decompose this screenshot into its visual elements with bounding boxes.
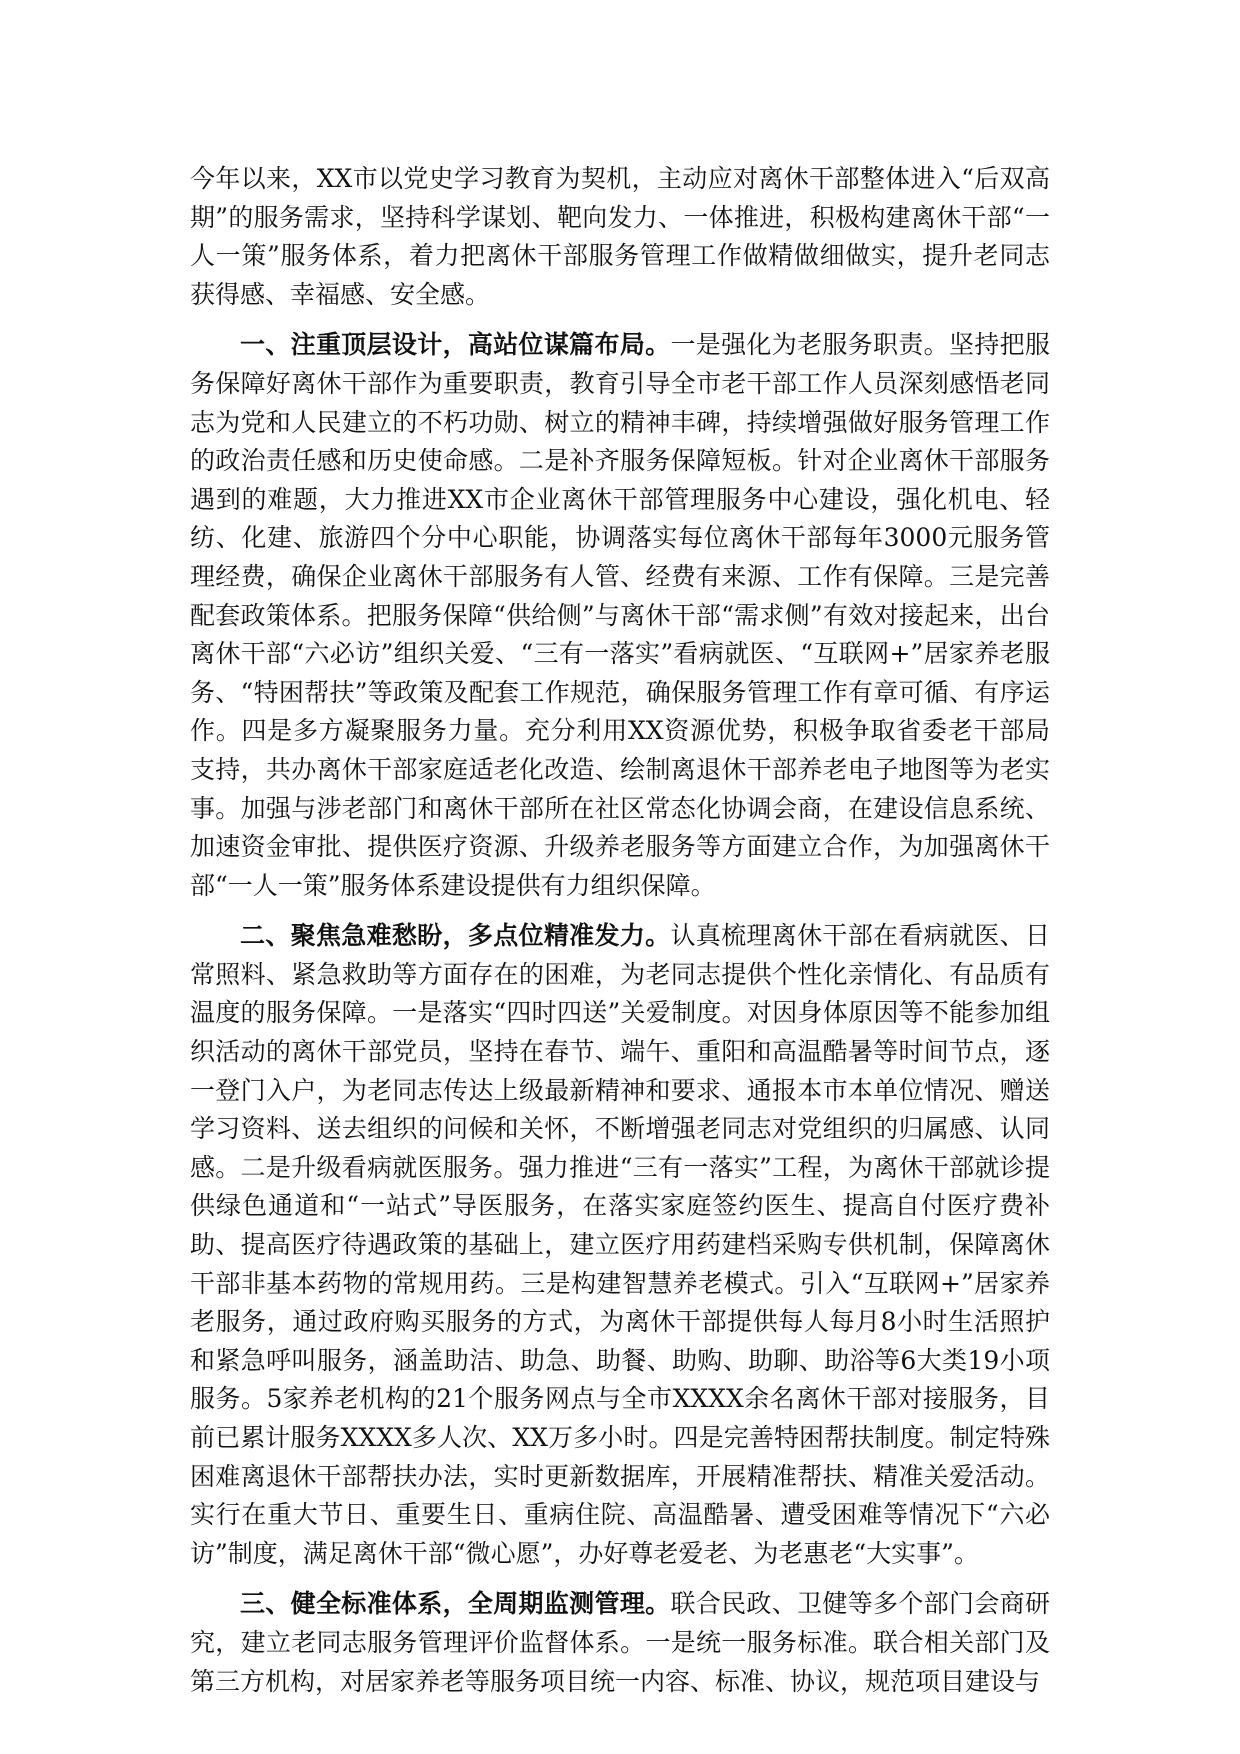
intro-paragraph: 今年以来，XX市以党史学习教育为契机，主动应对离休干部整体进入“后双高期”的服务需求，坚持科学谋划、靶向发力、一体推进，积极构建离休干部“一人一策”服务体系，着力把离休干部服务管理工作做精做细做实，提升老同志获得感、幸福感、安全感。 <box>190 164 1050 309</box>
section-2-heading: 二、聚焦急难愁盼，多点位精准发力。 <box>240 921 671 951</box>
section-3-paragraph <box>190 1585 1050 1701</box>
section-3-body: 联合民政、卫健等多个部门会商研究，建立老同志服务管理评价监督体系。一是统一服务标准。联合相关部门及第三方机构，对居家养老等服务项目统一内容、标准、协议，规范项目建设与 <box>190 1589 1050 1696</box>
section-1-paragraph <box>190 326 1050 905</box>
section-1-heading: 一、注重顶层设计，高站位谋篇布局。 <box>240 330 671 360</box>
section-2-body: 认真梳理离休干部在看病就医、日常照料、紧急救助等方面存在的困难，为老同志提供个性化亲情化、有品质有温度的服务保障。一是落实“四时四送”关爱制度。对因身体原因等不能参加组织活动的离休干部党员，坚持在春节、端午、重阳和高温酷暑等时间节点，逐一登门入户，为老同志传达上级最新精神和要求、通报本市本单位情况、赠送学习资料、送去组织的问候和关怀，不断增强老同志对党组织的归属感、认同感。二是升级看病就医服务。强力推进“三有一落实”工程，为离休干部就诊提供绿色通道和“一站式”导医服务，在落实家庭签约医生、提高自付医疗费补助、提高医疗待遇政策的基础上，建立医疗用药建档采购专供机制，保障离休干部非基本药物的常规用药。三是构建智慧养老模式。引入“互联网+”居家养老服务，通过政府购买服务的方式，为离休干部提供每人每月8小时生活照护和紧急呼叫服务，涵盖助洁、助急、助餐、助购、助聊、助浴等6大类19小项服务。5家养老机构的21个服务网点与全市XXXX余名离休干部对接服务，目前已累计服务XXXX多人次、XX万多小时。四是完善特困帮扶制度。制定特殊困难离退休干部帮扶办法，实时更新数据库，开展精准帮扶、精准关爱活动。实行在重大节日、重要生日、重病住院、高温酷暑、遭受困难等情况下“六必访”制度，满足离休干部“微心愿”，办好尊老爱老、为老惠老“大实事”。 <box>190 921 1050 1568</box>
section-3-heading: 三、健全标准体系，全周期监测管理。 <box>240 1589 671 1619</box>
section-2-paragraph <box>190 917 1050 1573</box>
document-page <box>190 160 1050 1713</box>
section-1-body: 一是强化为老服务职责。坚持把服务保障好离休干部作为重要职责，教育引导全市老干部工作人员深刻感悟老同志为党和人民建立的不朽功勋、树立的精神丰碑，持续增强做好服务管理工作的政治责任感和历史使命感。二是补齐服务保障短板。针对企业离休干部服务遇到的难题，大力推进XX市企业离休干部管理服务中心建设，强化机电、轻纺、化建、旅游四个分中心职能，协调落实每位离休干部每年3000元服务管理经费，确保企业离休干部服务有人管、经费有来源、工作有保障。三是完善配套政策体系。把服务保障“供给侧”与离休干部“需求侧”有效对接起来，出台离休干部“六必访”组织关爱、“三有一落实”看病就医、“互联网+”居家养老服务、“特困帮扶”等政策及配套工作规范，确保服务管理工作有章可循、有序运作。四是多方凝聚服务力量。充分利用XX资源优势，积极争取省委老干部局支持，共办离休干部家庭适老化改造、绘制离退休干部养老电子地图等为老实事。加强与涉老部门和离休干部所在社区常态化协调会商，在建设信息系统、加速资金审批、提供医疗资源、升级养老服务等方面建立合作，为加强离休干部“一人一策”服务体系建设提供有力组织保障。 <box>190 330 1050 900</box>
